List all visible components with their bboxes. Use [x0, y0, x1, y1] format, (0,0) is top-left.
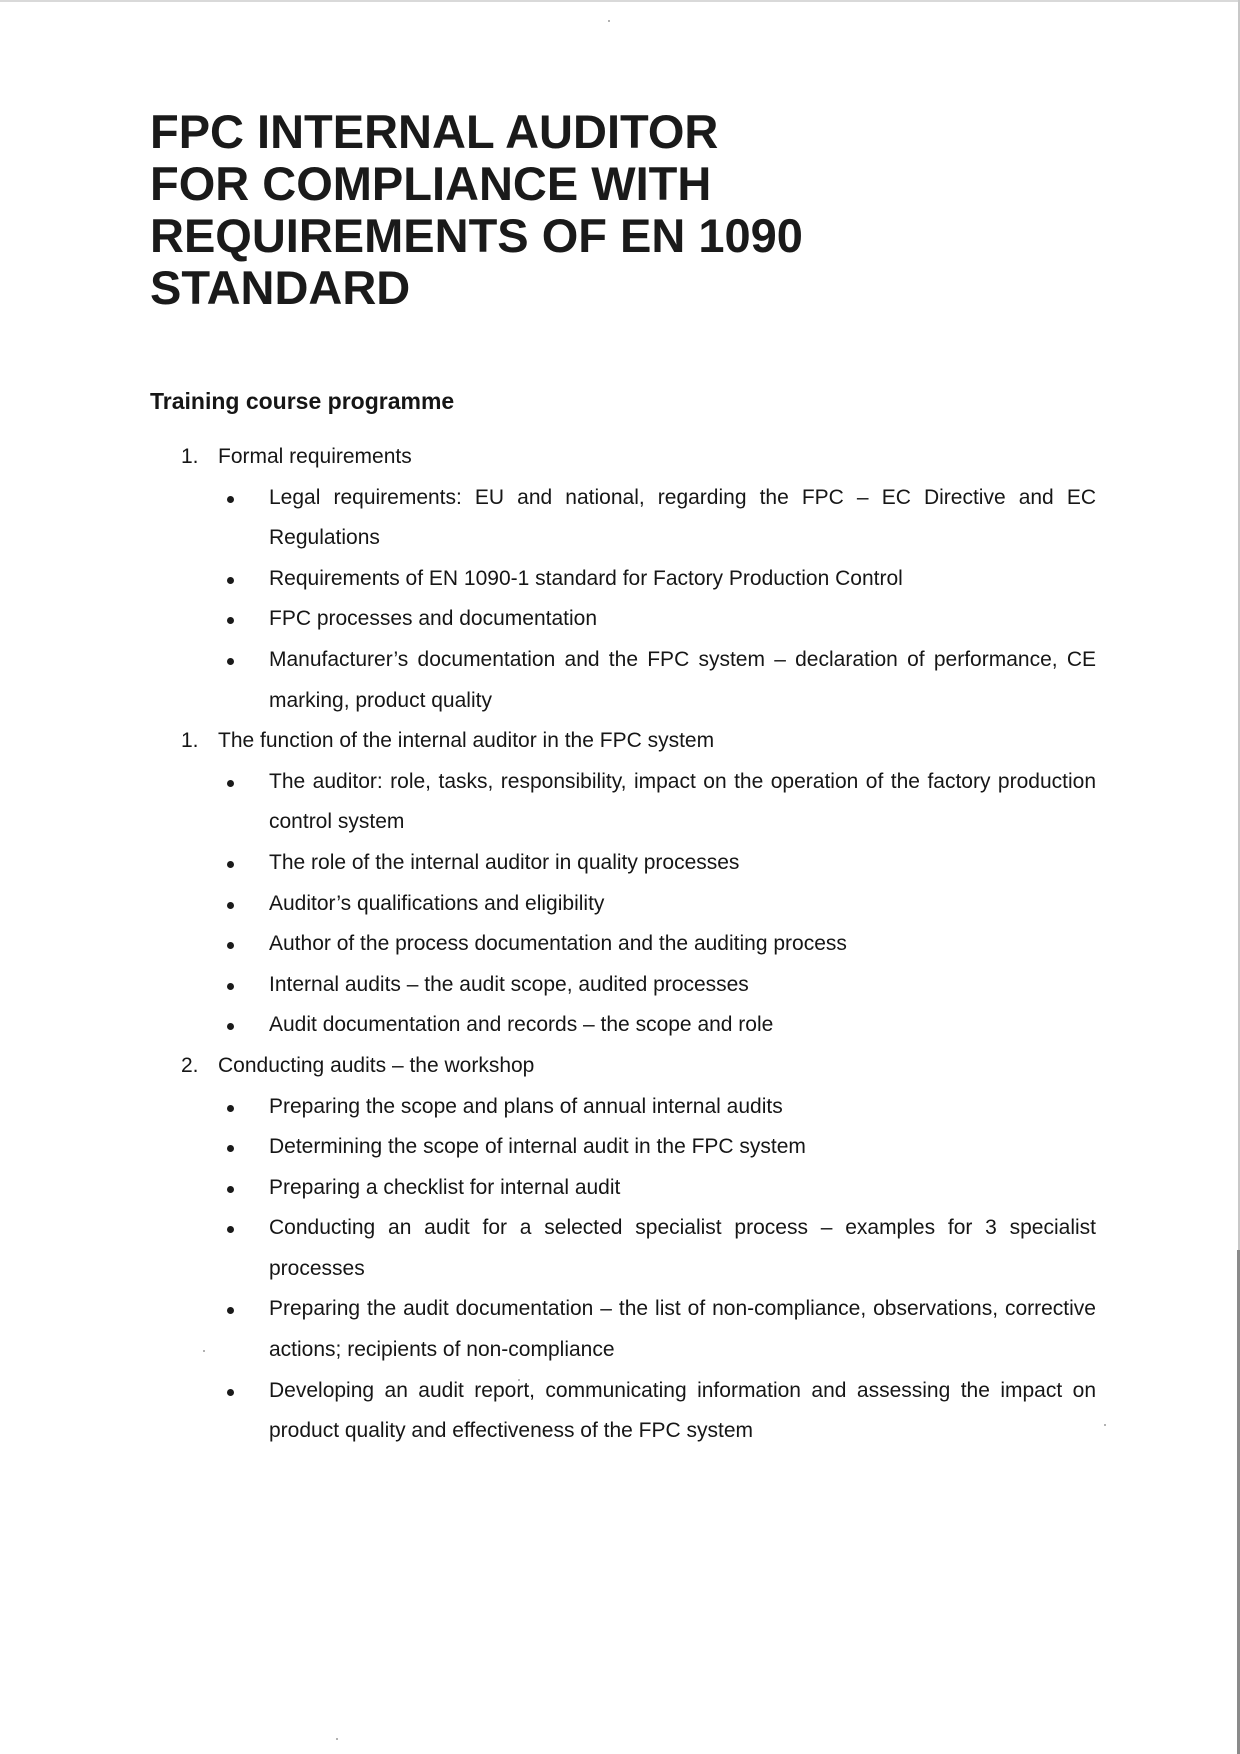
bullet-icon	[227, 1307, 234, 1314]
section-title: Conducting audits – the workshop	[218, 1053, 535, 1077]
list-item	[150, 1005, 1096, 1046]
bullet-icon	[227, 1389, 234, 1396]
section-number: 1.	[181, 729, 199, 753]
list-item-text: The auditor: role, tasks, responsibility, impact on the operation of the factory production control system	[269, 769, 1096, 834]
bullet-list	[150, 1087, 1096, 1452]
list-item-text: Audit documentation and records – the scope and role	[269, 1013, 774, 1037]
list-item-text: Legal requirements: EU and national, regarding the FPC – EC Directive and EC Regulations	[269, 485, 1096, 550]
section-heading	[150, 721, 1096, 762]
section-heading	[150, 1046, 1096, 1087]
scan-speck	[336, 1738, 338, 1740]
list-item	[150, 762, 1096, 843]
section-title: Formal requirements	[218, 445, 412, 468]
list-item-text: Manufacturer’s documentation and the FPC system – declaration of performance, CE marking, product quality	[269, 647, 1096, 712]
document-title	[150, 106, 1110, 314]
section-number: 1.	[181, 445, 199, 468]
title-line: REQUIREMENTS OF EN 1090	[150, 209, 803, 262]
section-number: 2.	[181, 1053, 199, 1077]
title-line: STANDARD	[150, 261, 411, 314]
programme-section	[150, 437, 1096, 721]
list-item-text: Author of the process documentation and the auditing process	[269, 932, 847, 956]
list-item	[150, 1087, 1096, 1128]
section-subtitle: Training course programme	[150, 388, 455, 414]
bullet-list	[150, 762, 1096, 1046]
bullet-icon	[227, 942, 234, 949]
bullet-icon	[227, 1145, 234, 1152]
bullet-icon	[227, 658, 234, 665]
list-item	[150, 1127, 1096, 1168]
bullet-icon	[227, 1226, 234, 1233]
bullet-icon	[227, 861, 234, 868]
list-item	[150, 884, 1096, 925]
programme-section	[150, 721, 1096, 1046]
bullet-icon	[227, 1186, 234, 1193]
list-item	[150, 843, 1096, 884]
section-title: The function of the internal auditor in the FPC system	[218, 729, 715, 753]
list-item-text: Preparing the audit documentation – the list of non-compliance, observations, corrective actions; recipients of non-compliance	[269, 1297, 1096, 1362]
list-item-text: Preparing the scope and plans of annual internal audits	[269, 1094, 783, 1118]
bullet-icon	[227, 902, 234, 909]
list-item	[150, 965, 1096, 1006]
bullet-icon	[227, 1023, 234, 1030]
scan-speck	[1104, 1424, 1106, 1426]
list-item	[150, 559, 1096, 600]
list-item-text: Requirements of EN 1090-1 standard for Factory Production Control	[269, 566, 903, 590]
scan-speck	[608, 20, 610, 22]
list-item-text: Developing an audit report, communicating information and assessing the impact on product quality and effectiveness of the FPC system	[269, 1378, 1096, 1443]
list-item	[150, 640, 1096, 721]
list-item-text: Determining the scope of internal audit in the FPC system	[269, 1135, 806, 1159]
bullet-list	[150, 478, 1096, 722]
list-item	[150, 1371, 1096, 1452]
list-item	[150, 599, 1096, 640]
list-item-text: Internal audits – the audit scope, audited processes	[269, 972, 749, 996]
bullet-icon	[227, 1105, 234, 1112]
list-item-text: Auditor’s qualifications and eligibility	[269, 891, 605, 915]
programme-list	[150, 437, 1096, 1452]
bullet-icon	[227, 983, 234, 990]
bullet-icon	[227, 617, 234, 624]
section-heading	[150, 437, 1096, 478]
list-item-text: FPC processes and documentation	[269, 607, 598, 631]
list-item	[150, 924, 1096, 965]
list-item	[150, 1208, 1096, 1289]
bullet-icon	[227, 780, 234, 787]
bullet-icon	[227, 496, 234, 503]
programme-section	[150, 1046, 1096, 1452]
scan-edge-top	[0, 0, 1240, 2]
list-item	[150, 478, 1096, 559]
title-line: FOR COMPLIANCE WITH	[150, 157, 712, 210]
list-item	[150, 1289, 1096, 1370]
title-line: FPC INTERNAL AUDITOR	[150, 105, 719, 158]
list-item-text: The role of the internal auditor in quality processes	[269, 850, 740, 874]
list-item-text: Preparing a checklist for internal audit	[269, 1175, 621, 1199]
list-item	[150, 1168, 1096, 1209]
list-item-text: Conducting an audit for a selected specialist process – examples for 3 specialist processes	[269, 1216, 1096, 1280]
bullet-icon	[227, 577, 234, 584]
